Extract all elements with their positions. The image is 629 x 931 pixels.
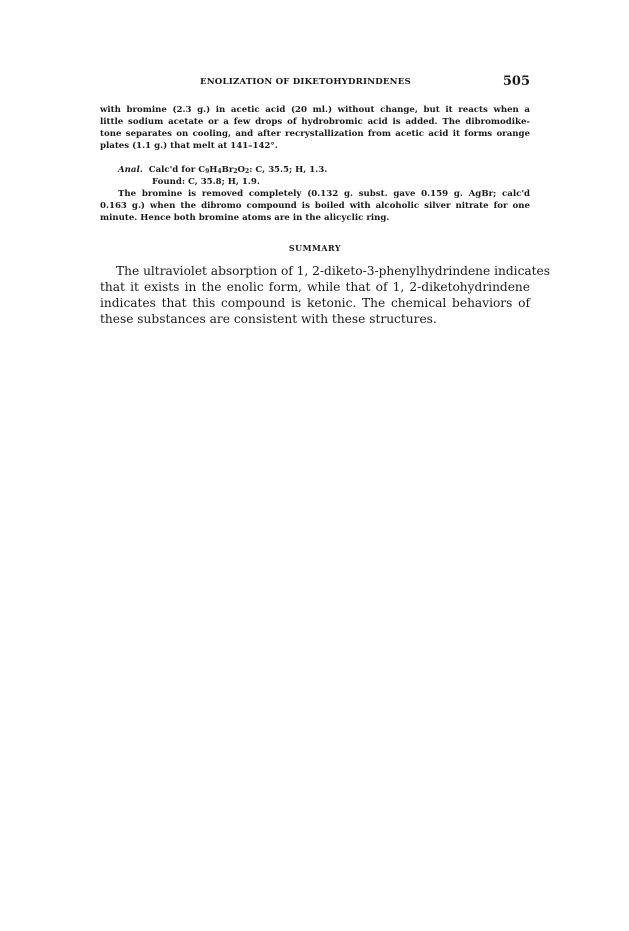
page-number: 505 <box>502 74 530 89</box>
text-line: The ultraviolet absorption of 1, 2-diketo-3-phenylhydrindene indicates <box>116 264 551 278</box>
analysis-found: Found: C, 35.8; H, 1.9. <box>152 177 260 187</box>
element-symbol: O <box>237 165 246 175</box>
subscript: 2 <box>233 168 238 175</box>
subscript: 2 <box>245 168 250 175</box>
text-line: tone separates on cooling, and after recrystallization from acetic acid it forms orange <box>100 129 530 139</box>
calcd-values: : C, 35.5; H, 1.3. <box>249 165 328 175</box>
subscript: 4 <box>217 168 222 175</box>
text-line: minute. Hence both bromine atoms are in the alicyclic ring. <box>100 213 390 223</box>
analysis-calcd <box>118 164 327 176</box>
text-line: little sodium acetate or a few drops of hydrobromic acid is added. The dibromodike- <box>100 117 530 127</box>
text-line: these substances are consistent with these structures. <box>100 312 437 326</box>
element-symbol: H <box>209 165 218 175</box>
text-line: indicates that this compound is ketonic. The chemical behaviors of <box>100 296 530 310</box>
text-line: plates (1.1 g.) that melt at 141–142°. <box>100 141 278 151</box>
calcd-prefix: Calc'd for C <box>148 165 206 175</box>
text-line: 0.163 g.) when the dibromo compound is boiled with alcoholic silver nitrate for one <box>100 201 530 211</box>
text-line: with bromine (2.3 g.) in acetic acid (20 ml.) without change, but it reacts when a <box>100 105 530 115</box>
running-head <box>100 74 530 92</box>
subscript: 9 <box>205 168 210 175</box>
text-line: The bromine is removed completely (0.132 g. subst. gave 0.159 g. AgBr; calc'd <box>118 189 530 199</box>
analysis-label: Anal. <box>118 165 143 175</box>
element-symbol: Br <box>221 165 234 175</box>
summary-heading: SUMMARY <box>288 243 342 253</box>
running-title: ENOLIZATION OF DIKETOHYDRINDENES <box>200 77 411 87</box>
text-line: that it exists in the enolic form, while that of 1, 2-diketohydrindene <box>100 280 530 294</box>
